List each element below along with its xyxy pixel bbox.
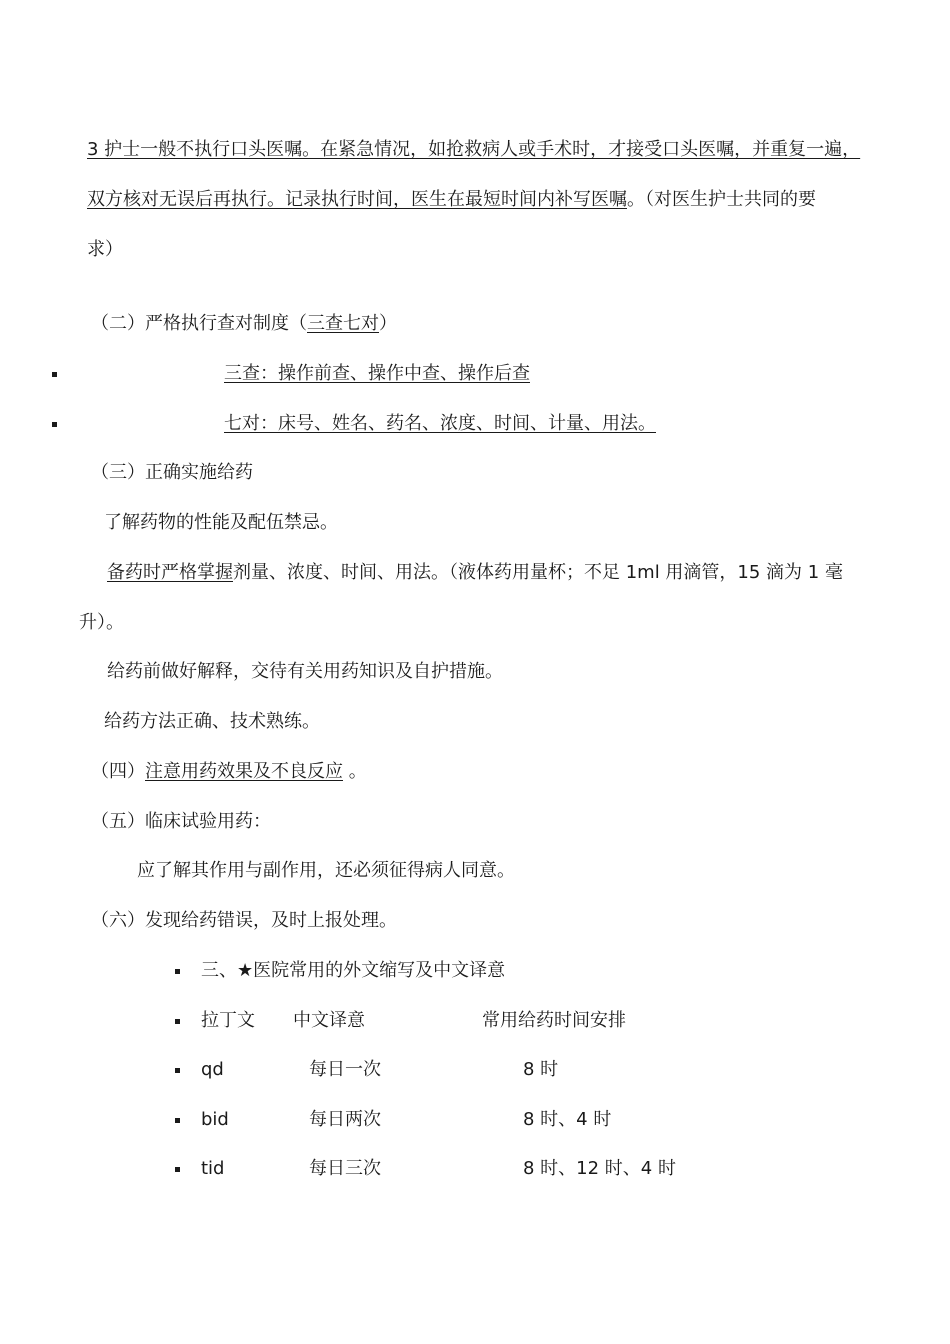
abbrev-row-latin: qd bbox=[201, 1059, 224, 1080]
abbrev-row-chinese: 每日三次 bbox=[309, 1158, 381, 1179]
rule3-line1: 3 护士一般不执行口头医嘱。在紧急情况，如抢救病人或手术时，才接受口头医嘱，并重复一遍， bbox=[87, 139, 861, 160]
section4-prefix: （四） bbox=[91, 761, 145, 782]
section3-p2-underlined: 备药时严格掌握 bbox=[107, 562, 233, 583]
bullet-icon bbox=[52, 422, 57, 427]
abbrev-row-schedule: 8 时、4 时 bbox=[523, 1109, 612, 1130]
bullet-icon bbox=[175, 1068, 180, 1073]
section6-title: （六）发现给药错误，及时上报处理。 bbox=[91, 910, 397, 931]
abbrev-row-schedule: 8 时 bbox=[523, 1059, 559, 1080]
bullet-icon bbox=[175, 1167, 180, 1172]
section2-item1: 三查：操作前查、操作中查、操作后查 bbox=[224, 363, 530, 384]
section5-p1: 应了解其作用与副作用，还必须征得病人同意。 bbox=[137, 860, 515, 881]
abbrev-header-latin: 拉丁文 bbox=[201, 1010, 255, 1031]
section3-title: （三）正确实施给药 bbox=[91, 462, 253, 483]
section2-item2: 七对：床号、姓名、药名、浓度、时间、计量、用法。 bbox=[224, 413, 656, 434]
bullet-icon bbox=[175, 969, 180, 974]
section4-suffix: 。 bbox=[343, 761, 367, 782]
rule3-line2 bbox=[87, 188, 816, 212]
abbrev-header-schedule: 常用给药时间安排 bbox=[482, 1010, 626, 1031]
section3-p2 bbox=[107, 561, 843, 585]
abbrev-row-chinese: 每日一次 bbox=[309, 1059, 381, 1080]
section2-suffix: ） bbox=[379, 313, 397, 334]
abbrev-header-chinese: 中文译意 bbox=[293, 1010, 365, 1031]
bullet-icon bbox=[52, 372, 57, 377]
abbrev-row-chinese: 每日两次 bbox=[309, 1109, 381, 1130]
rule3-line2-underlined: 双方核对无误后再执行。记录执行时间，医生在最短时间内补写医嘱 bbox=[87, 189, 627, 210]
abbrev-title: 三、★医院常用的外文缩写及中文译意 bbox=[201, 960, 506, 981]
bullet-icon bbox=[175, 1019, 180, 1024]
section4-underlined: 注意用药效果及不良反应 bbox=[145, 761, 343, 782]
section4-heading bbox=[91, 760, 367, 784]
section2-prefix: （二）严格执行查对制度（ bbox=[91, 313, 307, 334]
section3-p1: 了解药物的性能及配伍禁忌。 bbox=[104, 512, 338, 533]
abbrev-row-latin: bid bbox=[201, 1109, 229, 1130]
section3-p2-cont: 升）。 bbox=[79, 612, 124, 633]
section2-link: 三查七对 bbox=[307, 313, 379, 334]
rule3-line3: 求） bbox=[87, 239, 123, 260]
section2-heading bbox=[91, 312, 397, 336]
section3-p2-rest: 剂量、浓度、时间、用法。（液体药用量杯；不足 1ml 用滴管，15 滴为 1 毫 bbox=[233, 562, 843, 583]
abbrev-row-schedule: 8 时、12 时、4 时 bbox=[523, 1158, 676, 1179]
section3-p4: 给药方法正确、技术熟练。 bbox=[104, 711, 320, 732]
abbrev-row-latin: tid bbox=[201, 1158, 225, 1179]
section5-title: （五）临床试验用药： bbox=[91, 811, 271, 832]
rule3-line2-rest: 。（对医生护士共同的要 bbox=[627, 189, 816, 210]
section3-p3: 给药前做好解释，交待有关用药知识及自护措施。 bbox=[107, 661, 503, 682]
bullet-icon bbox=[175, 1118, 180, 1123]
